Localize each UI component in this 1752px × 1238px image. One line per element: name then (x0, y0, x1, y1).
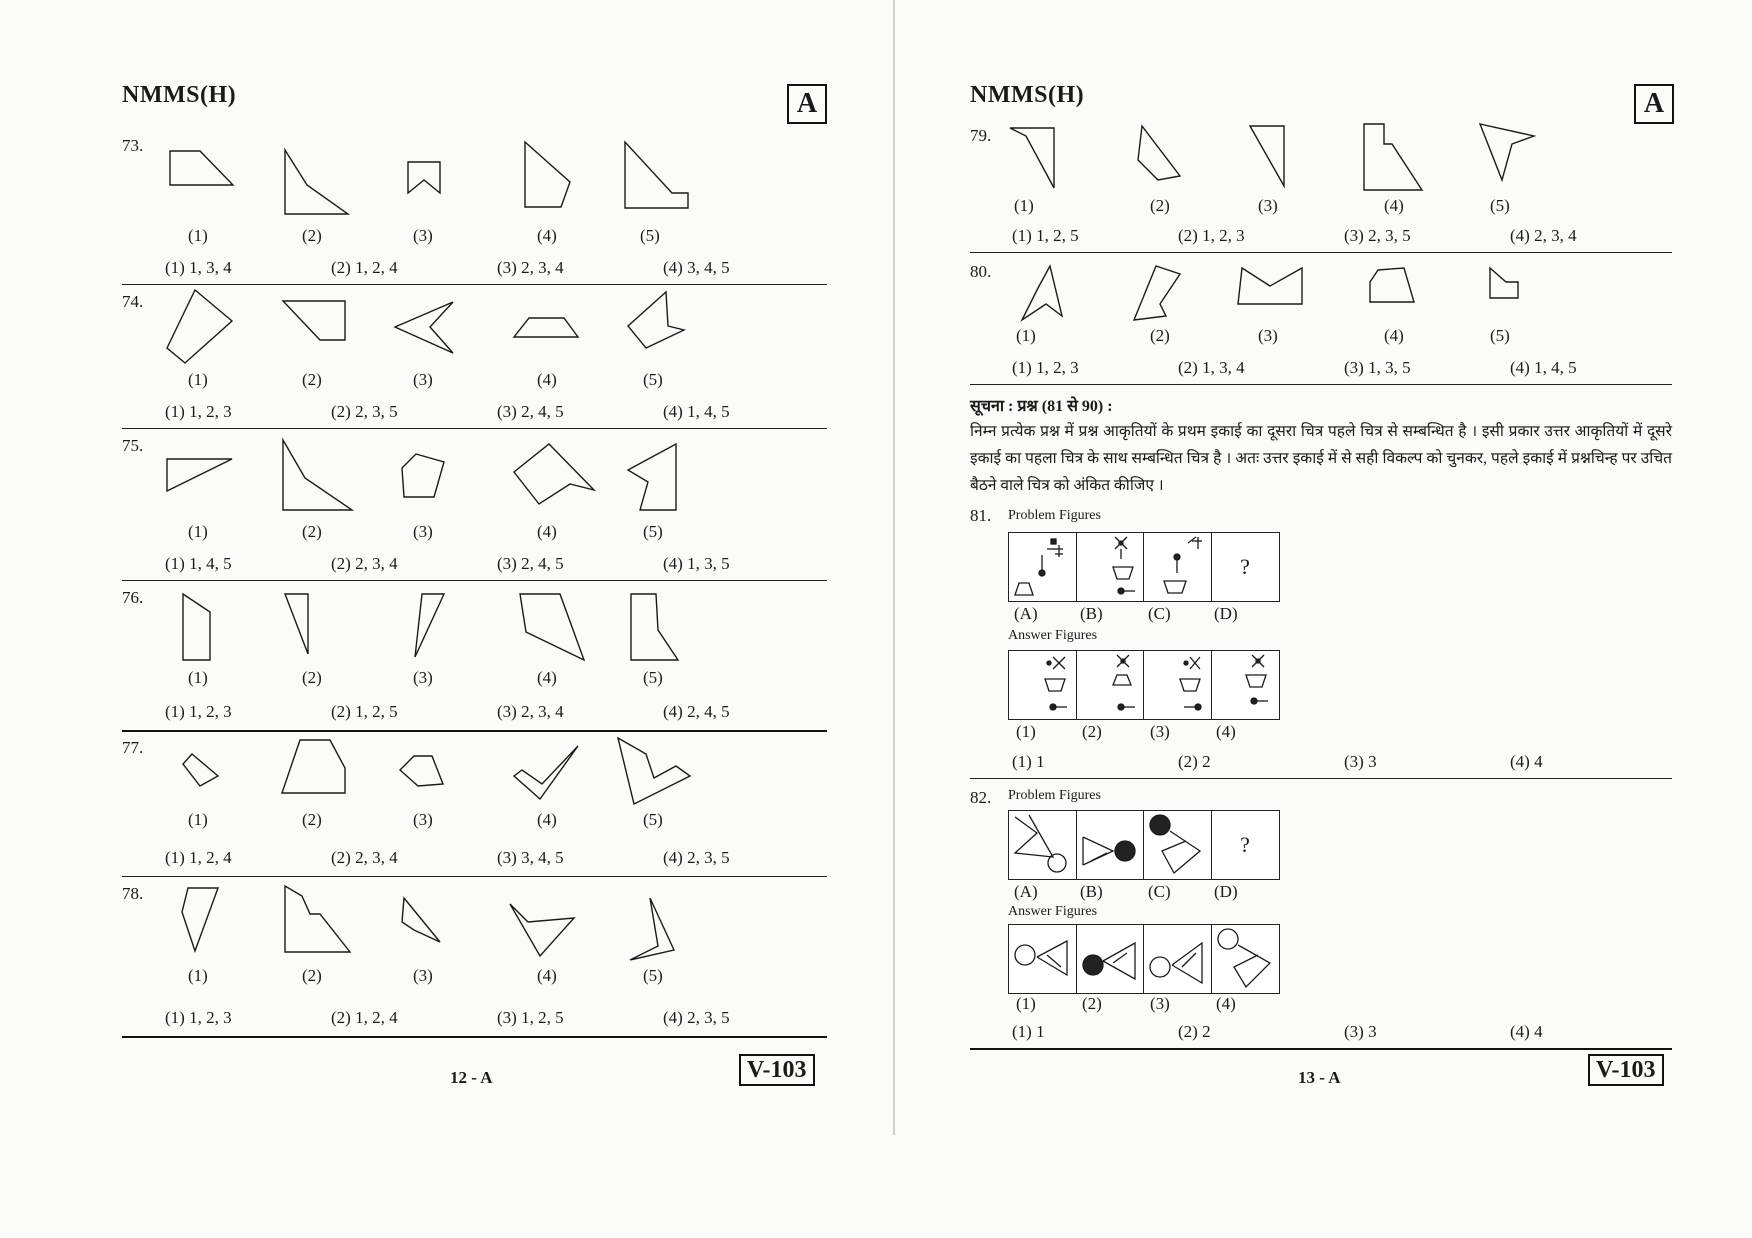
option-3[interactable]: (3) 3 (1344, 1022, 1377, 1041)
option-3[interactable]: (3) 2, 3, 5 (1344, 226, 1411, 245)
booklet-code: V-103 (739, 1054, 815, 1086)
figure-shape (400, 896, 445, 946)
answer-figure-1[interactable] (1008, 650, 1077, 720)
figure-label: (4) (537, 810, 557, 829)
figure-shape (393, 300, 458, 355)
figure-label: (3) (413, 966, 433, 985)
figure-label: (D) (1214, 882, 1238, 901)
figure-label: (2) (302, 522, 322, 541)
figure-shape (180, 592, 215, 664)
figure-shape (280, 298, 350, 343)
figure-label: (1) (1016, 994, 1036, 1013)
figure-shape (518, 592, 588, 664)
problem-figure-a (1008, 810, 1077, 880)
answer-figures-row (1008, 650, 1278, 720)
figure-label: (1) (188, 810, 208, 829)
page-number: 12 - A (450, 1068, 493, 1087)
question-divider (122, 876, 827, 877)
figure-label: (5) (640, 226, 660, 245)
option-3[interactable]: (3) 3 (1344, 752, 1377, 771)
figure-shape (412, 592, 447, 660)
page-number: 13 - A (1298, 1068, 1341, 1087)
answer-figure-3[interactable] (1143, 650, 1212, 720)
figure-label: (2) (1082, 994, 1102, 1013)
figure-shape (626, 442, 681, 514)
figure-label: (1) (188, 522, 208, 541)
figure-shape (626, 290, 686, 352)
page-header: NMMS(H) (970, 82, 1085, 108)
question-divider (122, 730, 827, 732)
figure-label: (4) (1384, 326, 1404, 345)
figure-shape (512, 442, 597, 507)
question-number: 80. (970, 262, 992, 281)
question-number: 79. (970, 126, 992, 145)
figure-shape (283, 592, 313, 657)
figure-label: (1) (188, 226, 208, 245)
figure-label: (4) (537, 668, 557, 687)
instructions-title: सूचना : प्रश्न (81 से 90) : (970, 398, 1113, 415)
question-divider (122, 580, 827, 581)
option-4[interactable]: (4) 1, 3, 5 (663, 554, 730, 573)
figure-label: (4) (1384, 196, 1404, 215)
option-2[interactable]: (2) 2, 3, 5 (331, 402, 398, 421)
question-number: 73. (122, 136, 144, 155)
option-2[interactable]: (2) 1, 2, 3 (1178, 226, 1245, 245)
option-2[interactable]: (2) 2, 3, 4 (331, 848, 398, 867)
answer-figure-2[interactable] (1076, 650, 1145, 720)
figure-label: (2) (302, 226, 322, 245)
answer-figures-row (1008, 924, 1278, 994)
figure-label: (3) (413, 668, 433, 687)
option-1[interactable]: (1) 1, 3, 4 (165, 258, 232, 277)
figure-label: (5) (643, 370, 663, 389)
option-3[interactable]: (3) 1, 3, 5 (1344, 358, 1411, 377)
option-2[interactable]: (2) 1, 2, 5 (331, 702, 398, 721)
option-4[interactable]: (4) 2, 3, 5 (663, 848, 730, 867)
question-divider (970, 384, 1672, 385)
figure-label: (B) (1080, 882, 1103, 901)
figure-shape (628, 896, 678, 964)
answer-figure-3[interactable] (1143, 924, 1212, 994)
question-number: 81. (970, 506, 992, 525)
option-2[interactable]: (2) 2, 3, 4 (331, 554, 398, 573)
figure-label: (1) (188, 966, 208, 985)
option-1[interactable]: (1) 1, 2, 3 (165, 702, 232, 721)
answer-figure-1[interactable] (1008, 924, 1077, 994)
figure-label: (4) (1216, 994, 1236, 1013)
figure-shape (1368, 266, 1418, 306)
figure-shape (280, 438, 355, 513)
problem-figure-a (1008, 532, 1077, 602)
answer-figures-label: Answer Figures (1008, 628, 1098, 643)
problem-figure-d (1211, 532, 1280, 602)
figure-label: (3) (413, 370, 433, 389)
figure-label: (3) (1258, 196, 1278, 215)
figure-shape (1136, 124, 1184, 182)
figure-label: (3) (1258, 326, 1278, 345)
booklet-code: V-103 (1588, 1054, 1664, 1086)
figure-label: (3) (413, 226, 433, 245)
figure-label: (D) (1214, 604, 1238, 623)
figure-shape (405, 158, 445, 198)
figure-shape (1478, 122, 1538, 184)
question-number: 77. (122, 738, 144, 757)
figure-label: (2) (302, 810, 322, 829)
problem-figures-label: Problem Figures (1008, 508, 1101, 523)
option-2[interactable]: (2) 2 (1178, 752, 1211, 771)
option-2[interactable]: (2) 1, 2, 4 (331, 1008, 398, 1027)
problem-figures-label: Problem Figures (1008, 788, 1101, 803)
option-3[interactable]: (3) 3, 4, 5 (497, 848, 564, 867)
question-divider (122, 284, 827, 285)
option-1[interactable]: (1) 1, 2, 3 (1012, 358, 1079, 377)
option-4[interactable]: (4) 2, 3, 4 (1510, 226, 1577, 245)
figure-label: (2) (302, 966, 322, 985)
figure-shape (1362, 122, 1427, 192)
option-4[interactable]: (4) 1, 4, 5 (663, 402, 730, 421)
question-number: 78. (122, 884, 144, 903)
figure-label: (2) (302, 370, 322, 389)
figure-label: (A) (1014, 604, 1038, 623)
problem-figure-c (1143, 810, 1212, 880)
answer-figures-label: Answer Figures (1008, 904, 1098, 919)
figure-label: (1) (1016, 722, 1036, 741)
figure-shape (180, 752, 222, 788)
figure-shape (1488, 266, 1523, 302)
figure-shape (628, 592, 683, 664)
question-divider (970, 252, 1672, 253)
figure-shape (512, 744, 582, 802)
question-divider (122, 428, 827, 429)
option-2[interactable]: (2) 1, 2, 4 (331, 258, 398, 277)
problem-figure-d (1211, 810, 1280, 880)
question-divider (122, 1036, 827, 1038)
option-1[interactable]: (1) 1 (1012, 752, 1045, 771)
option-3[interactable]: (3) 1, 2, 5 (497, 1008, 564, 1027)
figure-shape (282, 884, 352, 956)
figure-shape (280, 738, 348, 796)
figure-label: (4) (537, 226, 557, 245)
figure-label: (3) (1150, 994, 1170, 1013)
problem-figure-b (1076, 810, 1145, 880)
page-header: NMMS(H) (122, 82, 237, 108)
problem-figures-row (1008, 810, 1278, 880)
answer-figure-4[interactable] (1211, 650, 1280, 720)
instructions-text: निम्न प्रत्येक प्रश्न में प्रश्न आकृतियों के प्रथम इकाई का दूसरा चित्र पहले चित्र से सम्बन्धित है । इसी प्रकार उत्तर आकृतियों में दूसरे इकाई का पहला चित्र के साथ सम्बन्धित चित्र है । अतः उत्तर इकाई में से सही विकल्प को चुनकर, पहले इकाई में प्रश्नचिन्ह पर उचित बैठने वाले चित्र को अंकित कीजिए । (970, 423, 1672, 494)
figure-label: (2) (1150, 326, 1170, 345)
figure-label: (C) (1148, 882, 1171, 901)
figure-label: (5) (1490, 326, 1510, 345)
figure-label: (3) (413, 522, 433, 541)
option-1[interactable]: (1) 1 (1012, 1022, 1045, 1041)
figure-shape (620, 140, 695, 212)
figure-label: (1) (188, 370, 208, 389)
figure-label: (2) (1150, 196, 1170, 215)
figure-shape (1132, 264, 1184, 324)
figure-label: (3) (1150, 722, 1170, 741)
figure-shape (165, 148, 240, 188)
figure-label: (2) (302, 668, 322, 687)
option-1[interactable]: (1) 1, 2, 3 (165, 1008, 232, 1027)
right-page (896, 0, 1752, 1238)
figure-shape (508, 898, 578, 958)
option-4[interactable]: (4) 4 (1510, 752, 1543, 771)
figure-shape (1020, 264, 1065, 322)
question-divider (970, 778, 1672, 779)
option-4[interactable]: (4) 2, 3, 5 (663, 1008, 730, 1027)
question-number: 82. (970, 788, 992, 807)
figure-label: (A) (1014, 882, 1038, 901)
question-number: 76. (122, 588, 144, 607)
figure-label: (5) (643, 668, 663, 687)
figure-shape (280, 148, 355, 218)
figure-label: (B) (1080, 604, 1103, 623)
figure-shape (180, 886, 222, 954)
option-3[interactable]: (3) 2, 3, 4 (497, 702, 564, 721)
figure-shape (165, 288, 235, 366)
figure-shape (520, 140, 575, 210)
option-2[interactable]: (2) 2 (1178, 1022, 1211, 1041)
problem-figure-c (1143, 532, 1212, 602)
figure-shape (1248, 124, 1288, 190)
option-3[interactable]: (3) 2, 4, 5 (497, 554, 564, 573)
problem-figures-row (1008, 532, 1278, 602)
option-4[interactable]: (4) 2, 4, 5 (663, 702, 730, 721)
figure-shape (398, 754, 446, 789)
figure-label: (5) (1490, 196, 1510, 215)
figure-shape (1008, 124, 1058, 192)
figure-shape (1236, 266, 1306, 308)
answer-figure-2[interactable] (1076, 924, 1145, 994)
answer-figure-4[interactable] (1211, 924, 1280, 994)
problem-figure-b (1076, 532, 1145, 602)
option-4[interactable]: (4) 3, 4, 5 (663, 258, 730, 277)
set-code-box: A (1634, 84, 1674, 124)
figure-label: (5) (643, 810, 663, 829)
figure-label: (5) (643, 966, 663, 985)
figure-shape (400, 452, 450, 500)
figure-label: (4) (1216, 722, 1236, 741)
option-2[interactable]: (2) 1, 3, 4 (1178, 358, 1245, 377)
figure-label: (1) (1016, 326, 1036, 345)
figure-label: (C) (1148, 604, 1171, 623)
option-4[interactable]: (4) 4 (1510, 1022, 1543, 1041)
figure-label: (4) (537, 966, 557, 985)
option-3[interactable]: (3) 2, 4, 5 (497, 402, 564, 421)
figure-label: (5) (643, 522, 663, 541)
figure-label: (3) (413, 810, 433, 829)
figure-shape (512, 316, 582, 341)
figure-label: (1) (1014, 196, 1034, 215)
option-1[interactable]: (1) 1, 2, 5 (1012, 226, 1079, 245)
question-number: 75. (122, 436, 144, 455)
figure-shape (616, 736, 694, 808)
figure-label: (2) (1082, 722, 1102, 741)
figure-shape (165, 455, 235, 493)
option-1[interactable]: (1) 1, 2, 3 (165, 402, 232, 421)
question-divider (970, 1048, 1672, 1050)
option-4[interactable]: (4) 1, 4, 5 (1510, 358, 1577, 377)
option-1[interactable]: (1) 1, 4, 5 (165, 554, 232, 573)
figure-label: (4) (537, 370, 557, 389)
option-3[interactable]: (3) 2, 3, 4 (497, 258, 564, 277)
figure-label: (4) (537, 522, 557, 541)
question-mark: ? (1240, 554, 1250, 579)
question-mark: ? (1240, 832, 1250, 857)
figure-label: (1) (188, 668, 208, 687)
set-code-box: A (787, 84, 827, 124)
option-1[interactable]: (1) 1, 2, 4 (165, 848, 232, 867)
question-number: 74. (122, 292, 144, 311)
